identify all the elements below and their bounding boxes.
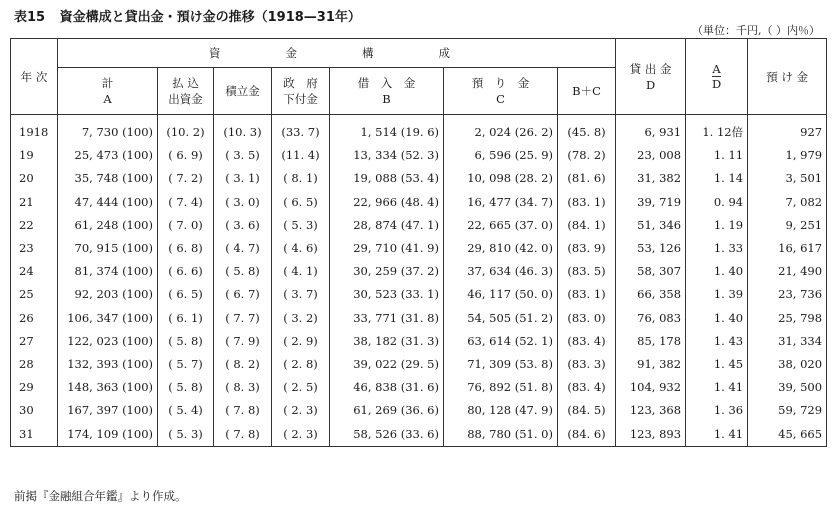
cell-government: ( 2. 8) [272,353,330,376]
header-reserve: 積立金 [214,68,272,115]
cell-placed: 1, 979 [748,144,827,167]
table-row [11,144,827,167]
cell-deposits: 76, 892 (51. 8) [444,376,558,399]
cell-placed: 45, 665 [748,422,827,446]
cell-b-plus-c: (83. 4) [558,376,616,399]
cell-b-plus-c: (81. 6) [558,167,616,190]
cell-paid-in: ( 5. 7) [158,353,214,376]
cell-ratio: 1. 33 [686,237,748,260]
cell-borrowed: 19, 088 (53. 4) [330,167,444,190]
cell-ratio: 1. 41 [686,422,748,446]
cell-paid-in: ( 6. 1) [158,307,214,330]
header-paid-in [158,68,214,115]
table-row [11,237,827,260]
cell-paid-in: ( 5. 4) [158,399,214,422]
cell-deposits: 88, 780 (51. 0) [444,422,558,446]
cell-total: 122, 023 (100) [58,330,158,353]
header-borrowed-sub: B [382,92,391,106]
header-deposits [444,68,558,115]
cell-reserve: ( 3. 6) [214,214,272,237]
cell-b-plus-c: (83. 3) [558,353,616,376]
cell-total: 81, 374 (100) [58,260,158,283]
header-fund-composition: 資 金 構 成 [58,39,616,68]
cell-loans: 123, 368 [616,399,686,422]
cell-paid-in: ( 6. 8) [158,237,214,260]
cell-paid-in: ( 7. 0) [158,214,214,237]
cell-government: ( 2. 3) [272,399,330,422]
source-note: 前掲『金融組合年鑑』より作成。 [14,489,187,503]
cell-total: 7, 730 (100) [58,115,158,145]
table-row [11,260,827,283]
cell-b-plus-c: (45. 8) [558,115,616,145]
ratio-fraction [712,62,721,91]
cell-year: 23 [11,237,58,260]
cell-paid-in: ( 6. 5) [158,283,214,306]
cell-deposits: 80, 128 (47. 9) [444,399,558,422]
cell-b-plus-c: (83. 4) [558,330,616,353]
cell-paid-in: ( 7. 2) [158,167,214,190]
unit-note: （単位：千円,（ ）内％） [692,24,820,37]
cell-total: 106, 347 (100) [58,307,158,330]
cell-placed: 3, 501 [748,167,827,190]
cell-government: (11. 4) [272,144,330,167]
cell-ratio: 1. 11 [686,144,748,167]
header-borrowed [330,68,444,115]
table-row [11,353,827,376]
header-deposits-label: 預 り 金 [471,76,530,90]
header-government-1: 政 府 [283,76,318,90]
cell-government: ( 4. 6) [272,237,330,260]
cell-paid-in: (10. 2) [158,115,214,145]
cell-placed: 31, 334 [748,330,827,353]
cell-year: 28 [11,353,58,376]
cell-deposits: 22, 665 (37. 0) [444,214,558,237]
cell-reserve: ( 7. 8) [214,399,272,422]
cell-b-plus-c: (84. 5) [558,399,616,422]
header-loans [616,39,686,115]
cell-borrowed: 58, 526 (33. 6) [330,422,444,446]
table-row [11,399,827,422]
cell-loans: 53, 126 [616,237,686,260]
cell-loans: 39, 719 [616,191,686,214]
header-year: 年 次 [11,39,58,115]
cell-loans: 23, 008 [616,144,686,167]
cell-deposits: 2, 024 (26. 2) [444,115,558,145]
header-total-sub: A [103,92,112,106]
cell-loans: 104, 932 [616,376,686,399]
cell-paid-in: ( 5. 8) [158,376,214,399]
cell-total: 25, 473 (100) [58,144,158,167]
cell-deposits: 16, 477 (34. 7) [444,191,558,214]
header-total-label: 計 [101,76,114,90]
table-row [11,283,827,306]
cell-reserve: ( 3. 1) [214,167,272,190]
cell-placed: 23, 736 [748,283,827,306]
cell-b-plus-c: (84. 6) [558,422,616,446]
cell-b-plus-c: (83. 9) [558,237,616,260]
header-government [272,68,330,115]
cell-loans: 6, 931 [616,115,686,145]
header-paid-in-2: 出資金 [168,92,203,106]
cell-reserve: ( 5. 8) [214,260,272,283]
header-deposits-sub: C [496,92,505,106]
cell-loans: 31, 382 [616,167,686,190]
cell-year: 21 [11,191,58,214]
cell-total: 61, 248 (100) [58,214,158,237]
cell-placed: 7, 082 [748,191,827,214]
cell-placed: 16, 617 [748,237,827,260]
cell-ratio: 1. 39 [686,283,748,306]
cell-total: 35, 748 (100) [58,167,158,190]
cell-deposits: 46, 117 (50. 0) [444,283,558,306]
cell-placed: 59, 729 [748,399,827,422]
cell-total: 132, 393 (100) [58,353,158,376]
cell-paid-in: ( 5. 3) [158,422,214,446]
cell-loans: 58, 307 [616,260,686,283]
cell-government: ( 2. 5) [272,376,330,399]
cell-borrowed: 22, 966 (48. 4) [330,191,444,214]
header-paid-in-1: 払 込 [172,76,199,90]
header-total [58,68,158,115]
cell-government: ( 8. 1) [272,167,330,190]
cell-deposits: 54, 505 (51. 2) [444,307,558,330]
cell-borrowed: 38, 182 (31. 3) [330,330,444,353]
cell-government: ( 6. 5) [272,191,330,214]
cell-reserve: ( 7. 8) [214,422,272,446]
cell-year: 20 [11,167,58,190]
cell-borrowed: 39, 022 (29. 5) [330,353,444,376]
cell-borrowed: 33, 771 (31. 8) [330,307,444,330]
cell-reserve: (10. 3) [214,115,272,145]
cell-deposits: 63, 614 (52. 1) [444,330,558,353]
cell-b-plus-c: (83. 1) [558,191,616,214]
cell-borrowed: 1, 514 (19. 6) [330,115,444,145]
cell-placed: 38, 020 [748,353,827,376]
cell-year: 25 [11,283,58,306]
cell-ratio: 1. 14 [686,167,748,190]
table-row [11,167,827,190]
cell-reserve: ( 4. 7) [214,237,272,260]
cell-ratio: 1. 36 [686,399,748,422]
cell-reserve: ( 3. 5) [214,144,272,167]
cell-deposits: 29, 810 (42. 0) [444,237,558,260]
cell-loans: 91, 382 [616,353,686,376]
cell-government: ( 2. 3) [272,422,330,446]
cell-loans: 76, 083 [616,307,686,330]
table-row [11,422,827,446]
cell-placed: 21, 490 [748,260,827,283]
table-body [11,115,827,447]
table-row [11,330,827,353]
cell-borrowed: 28, 874 (47. 1) [330,214,444,237]
cell-paid-in: ( 6. 6) [158,260,214,283]
cell-deposits: 6, 596 (25. 9) [444,144,558,167]
cell-year: 29 [11,376,58,399]
cell-year: 19 [11,144,58,167]
table-caption: 資金構成と貸出金・預け金の推移（1918—31年） [59,10,361,25]
cell-total: 92, 203 (100) [58,283,158,306]
table-row [11,191,827,214]
cell-ratio: 0. 94 [686,191,748,214]
cell-government: ( 3. 2) [272,307,330,330]
cell-ratio: 1. 41 [686,376,748,399]
header-loans-label: 貸 出 金 [629,61,672,76]
cell-placed: 25, 798 [748,307,827,330]
cell-deposits: 37, 634 (46. 3) [444,260,558,283]
cell-b-plus-c: (83. 5) [558,260,616,283]
cell-ratio: 1. 40 [686,307,748,330]
table-header [11,39,827,115]
cell-borrowed: 30, 259 (37. 2) [330,260,444,283]
cell-ratio: 1. 45 [686,353,748,376]
cell-year: 1918 [11,115,58,145]
cell-placed: 927 [748,115,827,145]
cell-total: 47, 444 (100) [58,191,158,214]
cell-loans: 123, 893 [616,422,686,446]
header-placed-deposits: 預 け 金 [748,39,827,115]
cell-paid-in: ( 7. 4) [158,191,214,214]
cell-ratio: 1. 12倍 [686,115,748,145]
header-b-plus-c: B＋C [558,68,616,115]
cell-year: 26 [11,307,58,330]
cell-borrowed: 61, 269 (36. 6) [330,399,444,422]
cell-total: 174, 109 (100) [58,422,158,446]
table-row [11,307,827,330]
cell-b-plus-c: (83. 1) [558,283,616,306]
cell-deposits: 71, 309 (53. 8) [444,353,558,376]
table-row [11,214,827,237]
cell-borrowed: 30, 523 (33. 1) [330,283,444,306]
cell-b-plus-c: (78. 2) [558,144,616,167]
cell-placed: 9, 251 [748,214,827,237]
ratio-denominator: D [711,76,722,91]
cell-paid-in: ( 5. 8) [158,330,214,353]
cell-b-plus-c: (83. 0) [558,307,616,330]
cell-total: 70, 915 (100) [58,237,158,260]
cell-year: 27 [11,330,58,353]
cell-government: ( 3. 7) [272,283,330,306]
cell-reserve: ( 6. 7) [214,283,272,306]
cell-reserve: ( 8. 3) [214,376,272,399]
cell-borrowed: 13, 334 (52. 3) [330,144,444,167]
cell-year: 22 [11,214,58,237]
cell-reserve: ( 8. 2) [214,353,272,376]
cell-borrowed: 46, 838 (31. 6) [330,376,444,399]
cell-government: ( 2. 9) [272,330,330,353]
cell-reserve: ( 7. 9) [214,330,272,353]
cell-ratio: 1. 43 [686,330,748,353]
cell-deposits: 10, 098 (28. 2) [444,167,558,190]
cell-total: 148, 363 (100) [58,376,158,399]
cell-ratio: 1. 19 [686,214,748,237]
cell-reserve: ( 3. 0) [214,191,272,214]
table-title [14,6,361,25]
header-government-2: 下付金 [283,92,318,106]
cell-ratio: 1. 40 [686,260,748,283]
data-table [10,38,827,447]
cell-government: (33. 7) [272,115,330,145]
header-ratio [686,39,748,115]
table-number: 表15 [14,10,46,25]
cell-paid-in: ( 6. 9) [158,144,214,167]
header-loans-sub: D [645,77,656,92]
cell-loans: 85, 178 [616,330,686,353]
header-borrowed-label: 借 入 金 [357,76,416,90]
cell-year: 24 [11,260,58,283]
table-row [11,376,827,399]
cell-total: 167, 397 (100) [58,399,158,422]
cell-loans: 66, 358 [616,283,686,306]
cell-b-plus-c: (84. 1) [558,214,616,237]
cell-year: 31 [11,422,58,446]
table-row [11,115,827,145]
cell-government: ( 5. 3) [272,214,330,237]
cell-reserve: ( 7. 7) [214,307,272,330]
cell-loans: 51, 346 [616,214,686,237]
cell-year: 30 [11,399,58,422]
ratio-numerator: A [712,61,721,76]
cell-placed: 39, 500 [748,376,827,399]
cell-government: ( 4. 1) [272,260,330,283]
cell-borrowed: 29, 710 (41. 9) [330,237,444,260]
